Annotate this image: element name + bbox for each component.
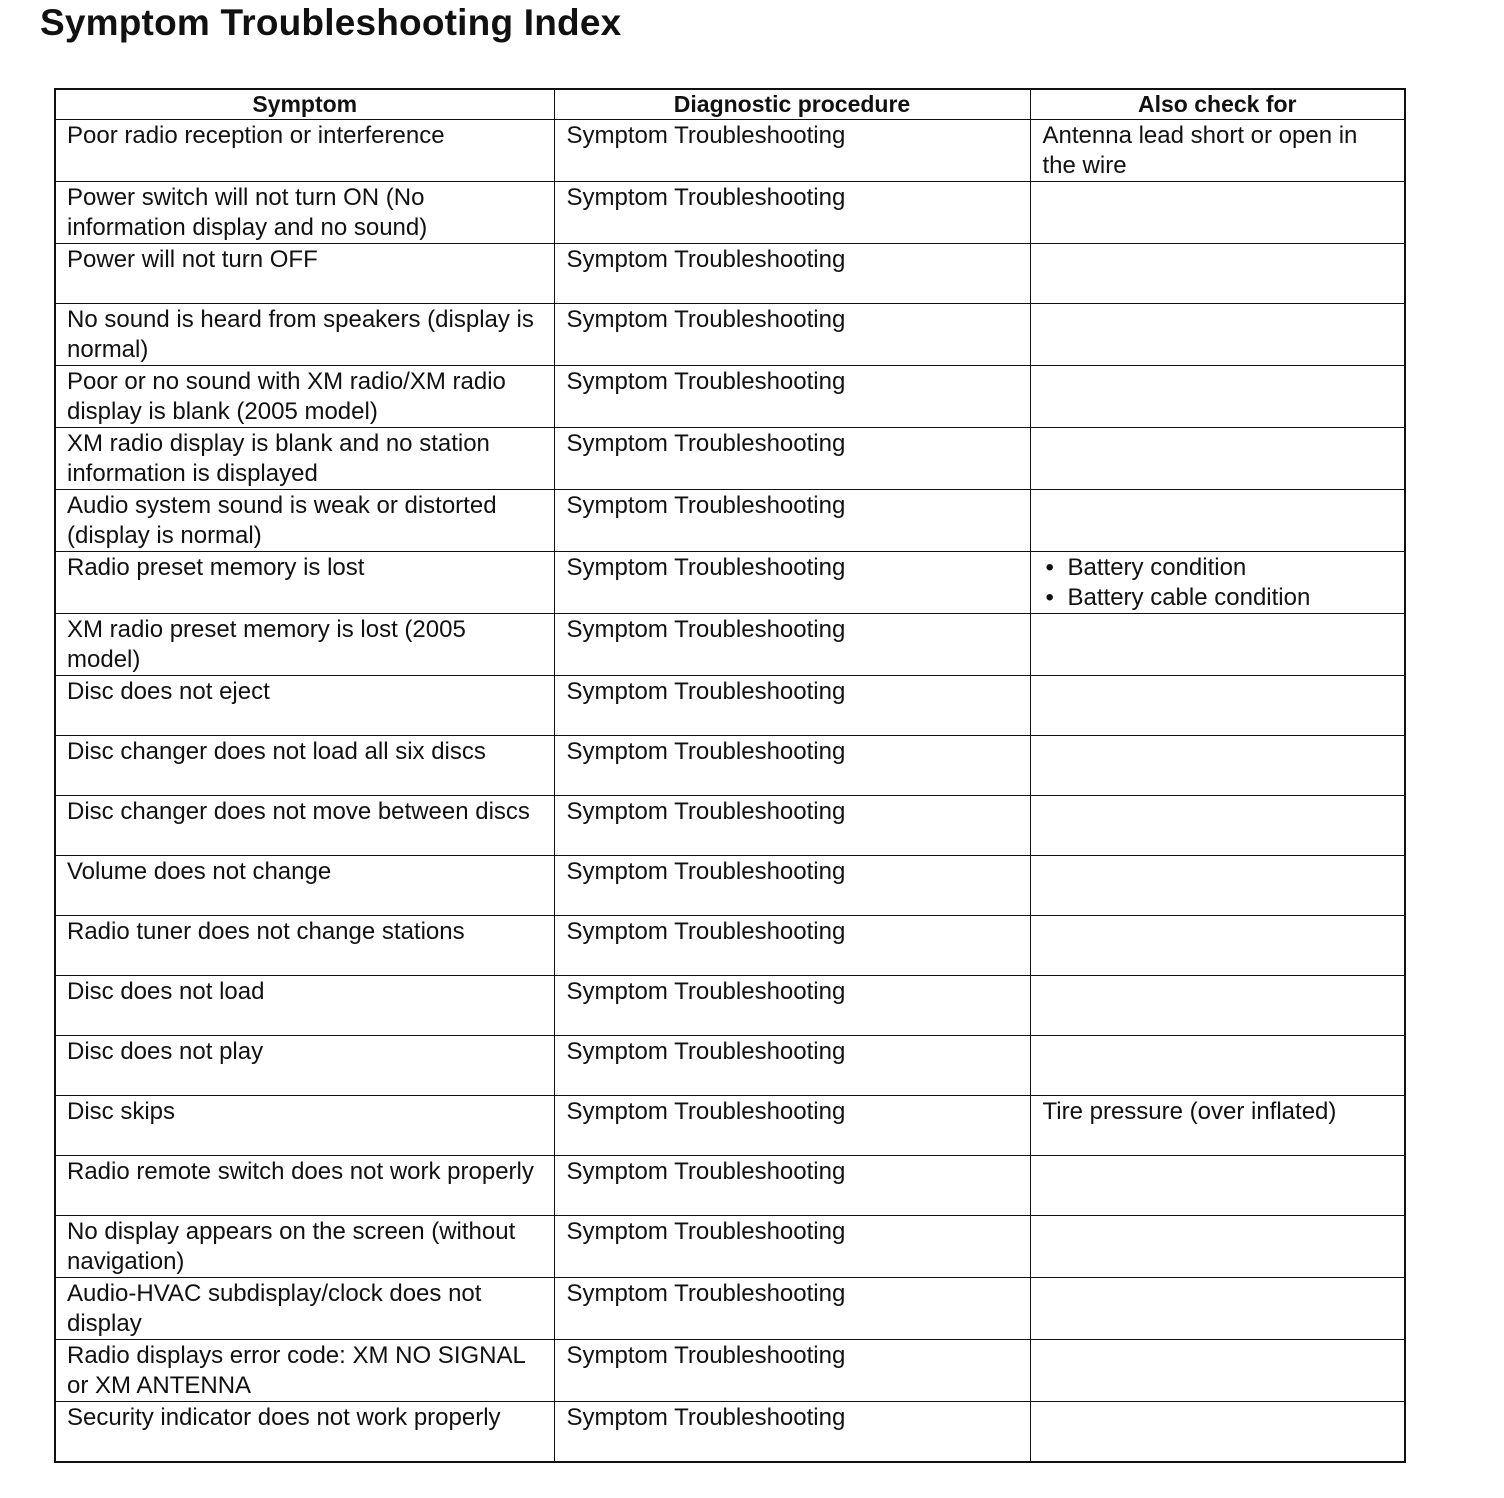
symptom-cell: Disc changer does not move between discs xyxy=(55,796,554,856)
procedure-cell: Symptom Troubleshooting xyxy=(554,1036,1030,1096)
also-check-cell xyxy=(1030,796,1405,856)
also-check-cell xyxy=(1030,552,1405,614)
symptom-cell: Power will not turn OFF xyxy=(55,244,554,304)
symptom-cell: Radio displays error code: XM NO SIGNAL or XM ANTENNA xyxy=(55,1340,554,1402)
table-row xyxy=(55,490,1405,552)
procedure-cell: Symptom Troubleshooting xyxy=(554,1096,1030,1156)
table-row xyxy=(55,428,1405,490)
procedure-cell: Symptom Troubleshooting xyxy=(554,1278,1030,1340)
symptom-cell: Audio system sound is weak or distorted (display is normal) xyxy=(55,490,554,552)
table-header xyxy=(55,89,1405,120)
also-check-item: • Battery condition xyxy=(1043,553,1397,583)
table-row xyxy=(55,796,1405,856)
procedure-cell: Symptom Troubleshooting xyxy=(554,796,1030,856)
symptom-cell: Disc does not play xyxy=(55,1036,554,1096)
also-check-cell xyxy=(1030,490,1405,552)
also-check-cell xyxy=(1030,1402,1405,1462)
table-row xyxy=(55,1340,1405,1402)
procedure-cell: Symptom Troubleshooting xyxy=(554,120,1030,182)
procedure-cell: Symptom Troubleshooting xyxy=(554,856,1030,916)
procedure-cell: Symptom Troubleshooting xyxy=(554,428,1030,490)
procedure-cell: Symptom Troubleshooting xyxy=(554,490,1030,552)
column-header-symptom: Symptom xyxy=(55,89,554,120)
symptom-cell: Disc changer does not load all six discs xyxy=(55,736,554,796)
procedure-cell: Symptom Troubleshooting xyxy=(554,1156,1030,1216)
table-row xyxy=(55,1096,1405,1156)
procedure-cell: Symptom Troubleshooting xyxy=(554,244,1030,304)
table-row xyxy=(55,244,1405,304)
also-check-cell: Tire pressure (over inflated) xyxy=(1030,1096,1405,1156)
symptom-cell: No sound is heard from speakers (display is normal) xyxy=(55,304,554,366)
table-row xyxy=(55,1036,1405,1096)
table-row xyxy=(55,552,1405,614)
also-check-cell xyxy=(1030,976,1405,1036)
symptom-cell: Volume does not change xyxy=(55,856,554,916)
also-check-cell xyxy=(1030,916,1405,976)
procedure-cell: Symptom Troubleshooting xyxy=(554,366,1030,428)
symptom-cell: XM radio display is blank and no station information is displayed xyxy=(55,428,554,490)
table-row xyxy=(55,614,1405,676)
table-row xyxy=(55,182,1405,244)
also-check-cell xyxy=(1030,428,1405,490)
procedure-cell: Symptom Troubleshooting xyxy=(554,1402,1030,1462)
symptom-cell: Disc does not eject xyxy=(55,676,554,736)
column-header-also-check: Also check for xyxy=(1030,89,1405,120)
also-check-cell xyxy=(1030,1216,1405,1278)
also-check-list xyxy=(1043,553,1397,613)
symptom-cell: Poor radio reception or interference xyxy=(55,120,554,182)
symptom-cell: Radio tuner does not change stations xyxy=(55,916,554,976)
procedure-cell: Symptom Troubleshooting xyxy=(554,916,1030,976)
also-check-cell xyxy=(1030,244,1405,304)
also-check-cell xyxy=(1030,1156,1405,1216)
table-row xyxy=(55,366,1405,428)
header-row xyxy=(55,89,1405,120)
column-header-procedure: Diagnostic procedure xyxy=(554,89,1030,120)
table-row xyxy=(55,304,1405,366)
procedure-cell: Symptom Troubleshooting xyxy=(554,182,1030,244)
table-row xyxy=(55,856,1405,916)
symptom-cell: Radio preset memory is lost xyxy=(55,552,554,614)
also-check-cell xyxy=(1030,366,1405,428)
table-row xyxy=(55,1156,1405,1216)
symptom-cell: Radio remote switch does not work properly xyxy=(55,1156,554,1216)
also-check-cell xyxy=(1030,736,1405,796)
table-row xyxy=(55,676,1405,736)
symptom-cell: Security indicator does not work properly xyxy=(55,1402,554,1462)
table-row xyxy=(55,916,1405,976)
symptom-cell: Audio-HVAC subdisplay/clock does not display xyxy=(55,1278,554,1340)
procedure-cell: Symptom Troubleshooting xyxy=(554,614,1030,676)
also-check-cell: Antenna lead short or open in the wire xyxy=(1030,120,1405,182)
table-row xyxy=(55,120,1405,182)
symptom-cell: No display appears on the screen (without navigation) xyxy=(55,1216,554,1278)
table-row xyxy=(55,1216,1405,1278)
table-row xyxy=(55,1402,1405,1462)
also-check-cell xyxy=(1030,1036,1405,1096)
table-row xyxy=(55,1278,1405,1340)
procedure-cell: Symptom Troubleshooting xyxy=(554,976,1030,1036)
procedure-cell: Symptom Troubleshooting xyxy=(554,304,1030,366)
symptom-cell: Poor or no sound with XM radio/XM radio display is blank (2005 model) xyxy=(55,366,554,428)
page-title: Symptom Troubleshooting Index xyxy=(40,2,622,43)
also-check-cell xyxy=(1030,182,1405,244)
table-body xyxy=(55,120,1405,1462)
also-check-cell xyxy=(1030,676,1405,736)
also-check-cell xyxy=(1030,304,1405,366)
troubleshooting-table xyxy=(54,88,1406,1463)
also-check-cell xyxy=(1030,614,1405,676)
procedure-cell: Symptom Troubleshooting xyxy=(554,552,1030,614)
symptom-cell: Disc does not load xyxy=(55,976,554,1036)
table-row xyxy=(55,736,1405,796)
procedure-cell: Symptom Troubleshooting xyxy=(554,676,1030,736)
symptom-cell: Disc skips xyxy=(55,1096,554,1156)
symptom-cell: XM radio preset memory is lost (2005 model) xyxy=(55,614,554,676)
also-check-item: • Battery cable condition xyxy=(1043,583,1397,613)
also-check-cell xyxy=(1030,856,1405,916)
table-row xyxy=(55,976,1405,1036)
also-check-cell xyxy=(1030,1278,1405,1340)
procedure-cell: Symptom Troubleshooting xyxy=(554,1340,1030,1402)
procedure-cell: Symptom Troubleshooting xyxy=(554,736,1030,796)
also-check-cell xyxy=(1030,1340,1405,1402)
procedure-cell: Symptom Troubleshooting xyxy=(554,1216,1030,1278)
symptom-cell: Power switch will not turn ON (No information display and no sound) xyxy=(55,182,554,244)
